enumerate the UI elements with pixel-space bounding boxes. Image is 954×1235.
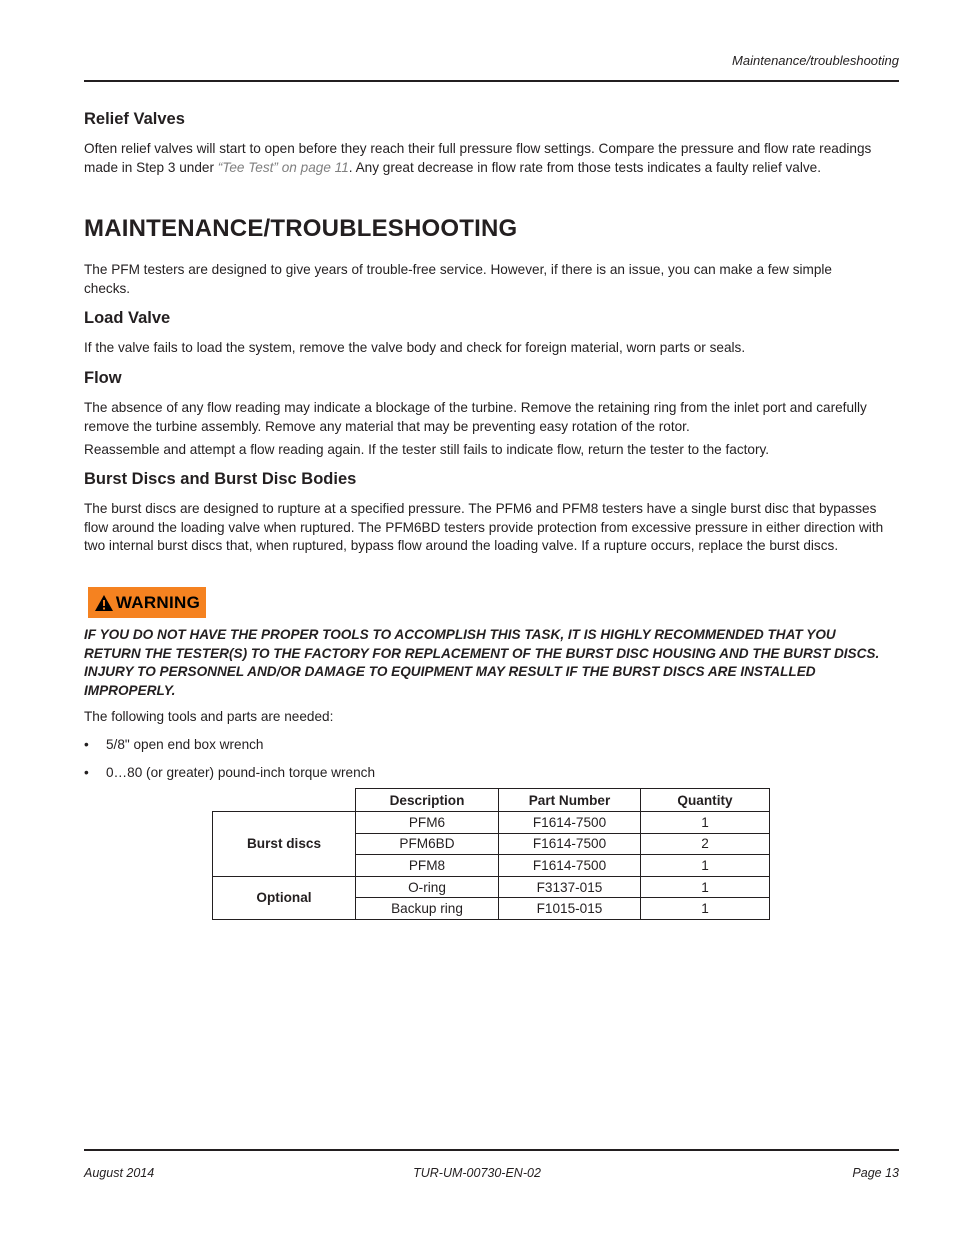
column-header-quantity: Quantity <box>641 789 770 812</box>
footer-date: August 2014 <box>84 1166 155 1180</box>
column-header-description: Description <box>356 789 499 812</box>
column-header-part-number: Part Number <box>499 789 641 812</box>
load-valve-heading: Load Valve <box>84 309 171 327</box>
flow-paragraph-1: The absence of any flow reading may indicate a blockage of the turbine. Remove the retaining ring from the inlet port and carefully remove the turbine assembly. Remove any material that may be preventing easy rotation of the rotor. <box>84 400 867 434</box>
table-row: PFM6BD F1614-7500 2 <box>213 833 770 855</box>
table-row: Burst discs PFM6 F1614-7500 1 <box>213 812 770 834</box>
warning-label: WARNING <box>115 592 201 612</box>
footer-rule <box>84 1149 899 1151</box>
table-row: Backup ring F1015-015 1 <box>213 898 770 920</box>
relief-valves-text-1: Often relief valves will start to open before they reach their full pressure flow settings. Compare the pressure and flow rate readings made in Step 3 under <box>84 141 872 175</box>
page-title: MAINTENANCE/TROUBLESHOOTING <box>84 215 518 242</box>
burst-discs-heading: Burst Discs and Burst Disc Bodies <box>84 470 357 488</box>
relief-valves-text-2: . Any great decrease in flow rate from those tests indicates a faulty relief valve. <box>348 159 822 175</box>
parts-table <box>212 788 770 920</box>
header-rule <box>84 80 899 82</box>
tee-test-link[interactable]: “Tee Test” on page 11 <box>217 159 349 175</box>
table-header-row <box>213 789 770 812</box>
tools-intro: The following tools and parts are needed: <box>84 709 334 724</box>
table-row: Optional O-ring F3137-015 1 <box>213 876 770 898</box>
relief-valves-paragraph <box>84 140 884 177</box>
warning-triangle-icon <box>94 594 114 612</box>
running-header: Maintenance/troubleshooting <box>732 53 899 68</box>
flow-heading: Flow <box>84 369 122 387</box>
maintenance-intro: The PFM testers are designed to give years of trouble-free service. However, if there is an issue, you can make a few simple checks. <box>84 262 832 296</box>
footer-page-number: Page 13 <box>852 1166 899 1180</box>
footer-doc-id: TUR-UM-00730-EN-02 <box>413 1166 541 1180</box>
load-valve-paragraph: If the valve fails to load the system, remove the valve body and check for foreign material, worn parts or seals. <box>84 340 746 355</box>
flow-paragraph-2: Reassemble and attempt a flow reading again. If the tester still fails to indicate flow, return the tester to the factory. <box>84 442 770 457</box>
group-label-optional: Optional <box>213 876 356 919</box>
relief-valves-heading: Relief Valves <box>84 110 185 128</box>
burst-discs-paragraph: The burst discs are designed to rupture at a specified pressure. The PFM6 and PFM8 testers have a single burst disc that bypasses flow around the loading valve when ruptured. The PFM6BD testers provide protection from excessive pressure in either direction with two internal burst discs that, when ruptured, bypass flow around the loading valve. If a rupture occurs, replace the burst discs. <box>84 501 884 553</box>
table-row: PFM8 F1614-7500 1 <box>213 855 770 877</box>
warning-badge <box>88 587 206 618</box>
warning-text: IF YOU DO NOT HAVE THE PROPER TOOLS TO ACCOMPLISH THIS TASK, IT IS HIGHLY RECOMMENDED THAT YOU RETURN THE TESTER(S) TO THE FACTORY FOR REPLACEMENT OF THE BURST DISC HOUSING AND THE BURST DISCS. INJURY TO PERSONNEL AND/OR DAMAGE TO EQUIPMENT MAY RESULT IF THE BURST DISCS ARE INSTALLED IMPROPERLY. <box>84 627 880 698</box>
group-label-burst-discs: Burst discs <box>213 812 356 877</box>
